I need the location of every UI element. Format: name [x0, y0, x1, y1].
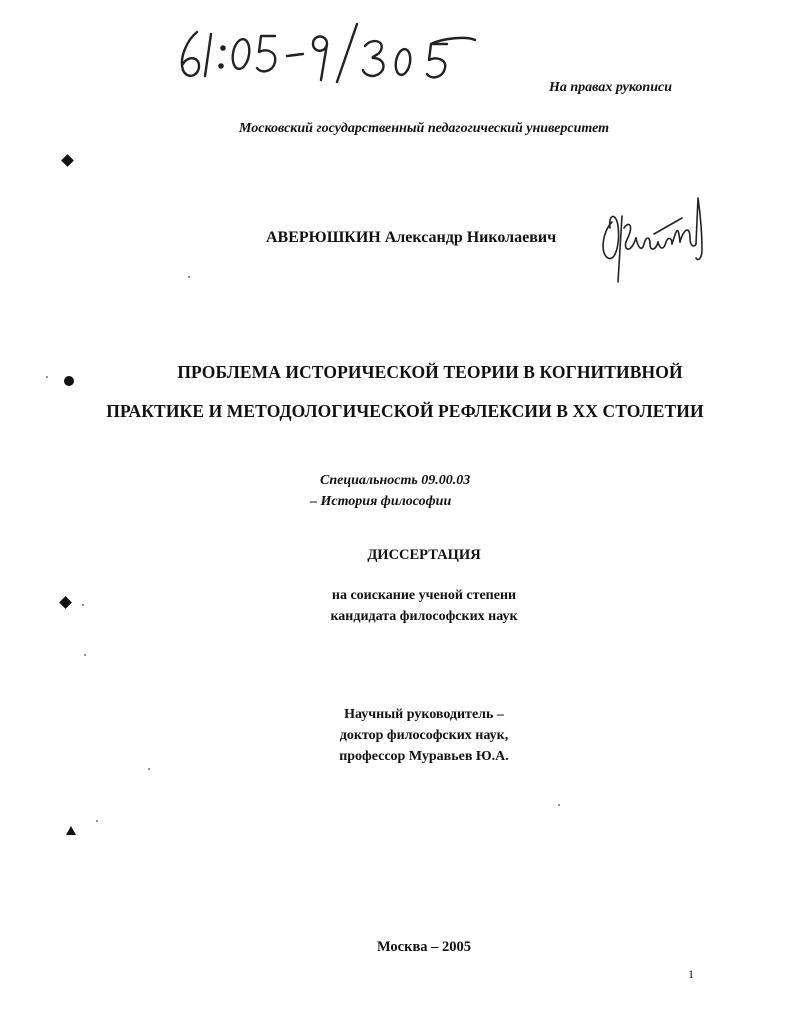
- signature-icon: [598, 192, 708, 284]
- scan-speck: [96, 820, 98, 822]
- dissertation-title-line-1: ПРОБЛЕМА ИСТОРИЧЕСКОЙ ТЕОРИИ В КОГНИТИВНОЙ: [177, 362, 683, 382]
- degree-block: [150, 585, 698, 627]
- punch-hole-mark: [66, 826, 76, 835]
- punch-hole-mark: [64, 376, 74, 386]
- supervisor-line-1: Научный руководитель –: [344, 707, 504, 722]
- punch-hole-mark: [61, 154, 74, 167]
- handwritten-archive-code: [175, 18, 485, 84]
- scan-speck: [82, 604, 84, 606]
- specialty-code: Специальность 09.00.03: [320, 473, 471, 488]
- place-and-year: Москва – 2005: [376, 939, 472, 955]
- author-name: АВЕРЮШКИН Александр Николаевич: [266, 229, 557, 246]
- scan-speck: [558, 804, 560, 806]
- university-name: Московский государственный педагогический университет: [238, 121, 609, 136]
- supervisor-block: [150, 704, 698, 767]
- dissertation-label: ДИССЕРТАЦИЯ: [367, 547, 481, 563]
- scan-speck: [148, 768, 150, 770]
- specialty-block: [310, 470, 471, 512]
- scan-speck: [46, 376, 48, 378]
- scan-speck: [188, 276, 190, 278]
- punch-hole-mark: [59, 596, 72, 609]
- degree-line-2: кандидата философских наук: [330, 609, 518, 624]
- degree-line-1: на соискание ученой степени: [331, 588, 517, 603]
- supervisor-line-3: профессор Муравьев Ю.А.: [339, 749, 509, 764]
- supervisor-line-2: доктор философских наук,: [339, 728, 509, 743]
- scan-speck: [84, 654, 86, 656]
- dissertation-title-line-2: ПРАКТИКЕ И МЕТОДОЛОГИЧЕСКОЙ РЕФЛЕКСИИ В XX СТОЛЕТИИ: [106, 401, 704, 421]
- specialty-field: – История философии: [310, 494, 452, 509]
- page-number: 1: [688, 967, 694, 981]
- rights-reserved-note: На правах рукописи: [549, 80, 672, 95]
